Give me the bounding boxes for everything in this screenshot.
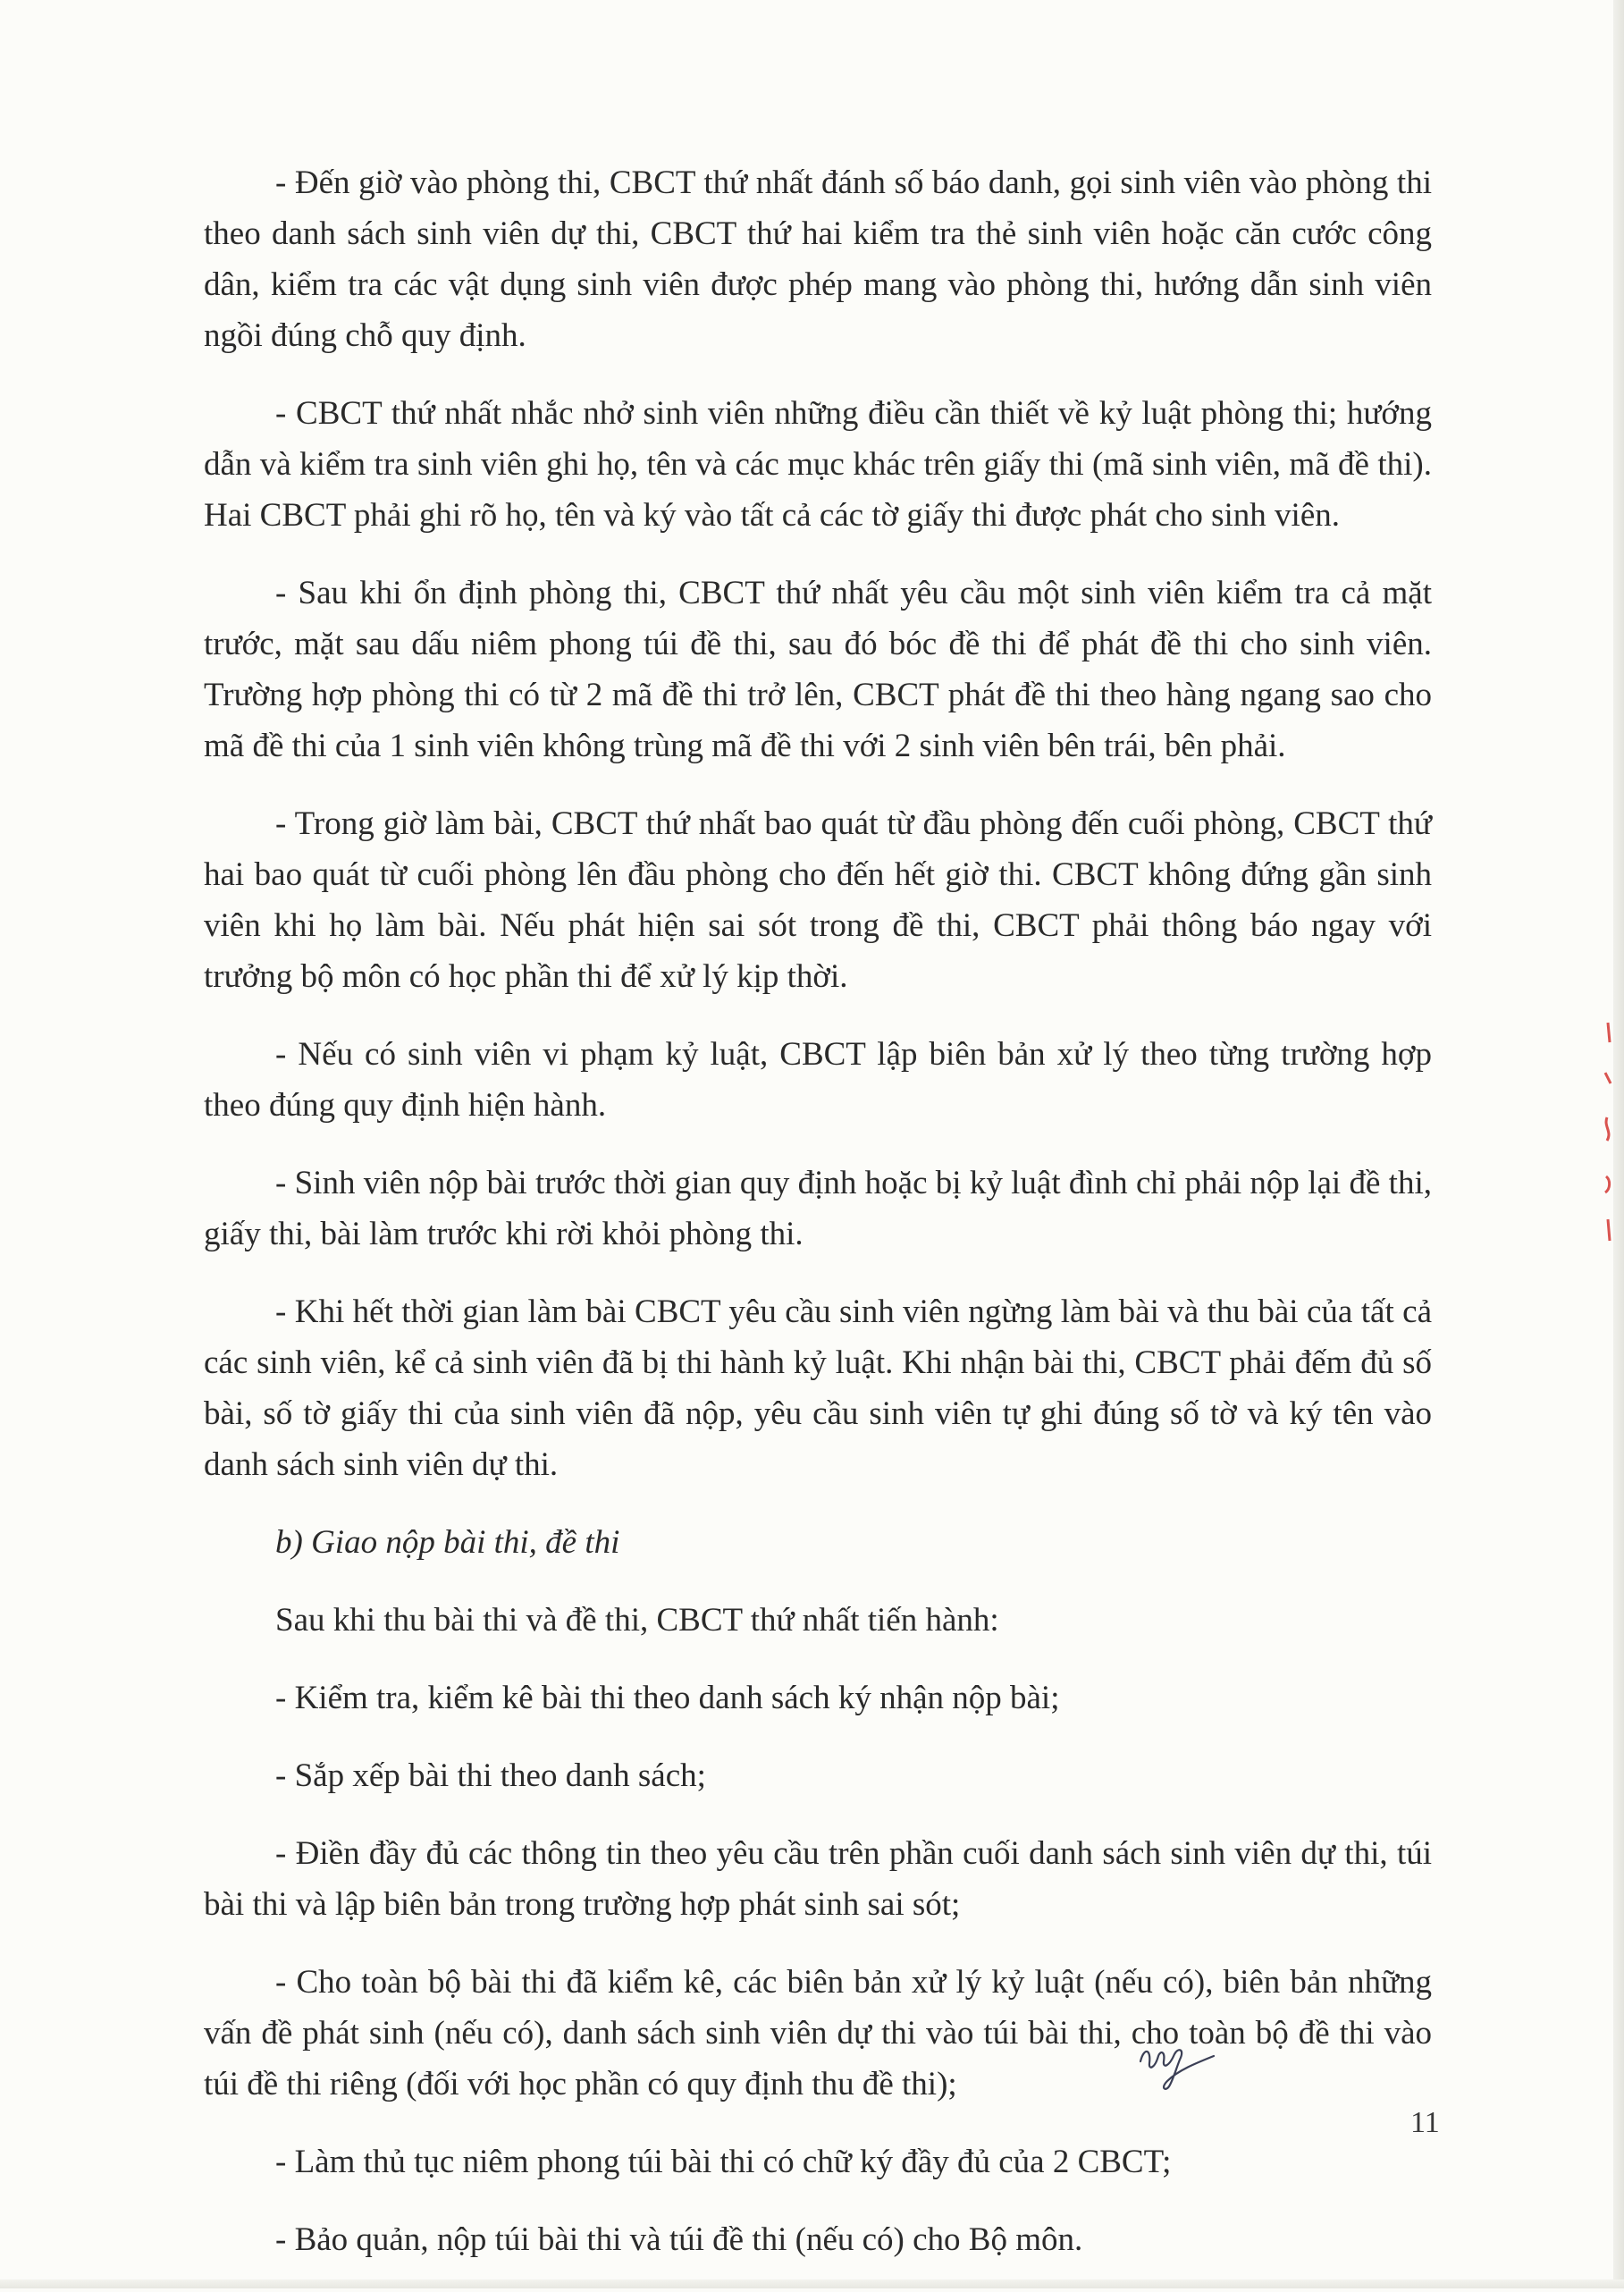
- paragraph: - Sau khi ổn định phòng thi, CBCT thứ nhất yêu cầu một sinh viên kiểm tra cả mặt trước, mặt sau dấu niêm phong túi đề thi, sau đó bóc đề thi để phát đề thi cho sinh viên. Trường hợp phòng thi có từ 2 mã đề thi trở lên, CBCT phát đề thi theo hàng ngang sao cho mã đề thi của 1 sinh viên không trùng mã đề thi với 2 sinh viên bên trái, bên phải.: [204, 575, 1432, 764]
- paragraph: - Khi hết thời gian làm bài CBCT yêu cầu sinh viên ngừng làm bài và thu bài của tất cả các sinh viên, kể cả sinh viên đã bị thi hành kỷ luật. Khi nhận bài thi, CBCT phải đếm đủ số bài, số tờ giấy thi của sinh viên đã nộp, yêu cầu sinh viên tự ghi đúng số tờ và ký tên vào danh sách sinh viên dự thi.: [204, 1293, 1432, 1483]
- paragraph: - CBCT thứ nhất nhắc nhở sinh viên những điều cần thiết về kỷ luật phòng thi; hướng dẫn và kiểm tra sinh viên ghi họ, tên và các mục khác trên giấy thi (mã sinh viên, mã đề thi). Hai CBCT phải ghi rõ họ, tên và ký vào tất cả các tờ giấy thi được phát cho sinh viên.: [204, 395, 1432, 534]
- list-item: - Kiểm tra, kiểm kê bài thi theo danh sách ký nhận nộp bài;: [275, 1680, 1060, 1716]
- list-item: - Sắp xếp bài thi theo danh sách;: [275, 1757, 706, 1794]
- paragraph: - Nếu có sinh viên vi phạm kỷ luật, CBCT lập biên bản xử lý theo từng trường hợp theo đúng quy định hiện hành.: [204, 1036, 1432, 1124]
- section-intro: Sau khi thu bài thi và đề thi, CBCT thứ nhất tiến hành:: [275, 1602, 999, 1639]
- paragraph: - Trong giờ làm bài, CBCT thứ nhất bao quát từ đầu phòng đến cuối phòng, CBCT thứ hai bao quát từ cuối phòng lên đầu phòng cho đến hết giờ thi. CBCT không đứng gần sinh viên khi họ làm bài. Nếu phát hiện sai sót trong đề thi, CBCT phải thông báo ngay với trưởng bộ môn có học phần thi để xử lý kịp thời.: [204, 805, 1432, 995]
- paragraph: - Sinh viên nộp bài trước thời gian quy định hoặc bị kỷ luật đình chỉ phải nộp lại đề thi, giấy thi, bài làm trước khi rời khỏi phòng thi.: [204, 1165, 1432, 1252]
- list-item: - Bảo quản, nộp túi bài thi và túi đề thi (nếu có) cho Bộ môn.: [275, 2221, 1083, 2258]
- list-item: - Điền đầy đủ các thông tin theo yêu cầu trên phần cuối danh sách sinh viên dự thi, túi bài thi và lập biên bản trong trường hợp phát sinh sai sót;: [204, 1835, 1432, 1923]
- list-item: - Cho toàn bộ bài thi đã kiểm kê, các biên bản xử lý kỷ luật (nếu có), biên bản những vấn đề phát sinh (nếu có), danh sách sinh viên dự thi vào túi bài thi, cho toàn bộ đề thi vào túi đề thi riêng (đối với học phần có quy định thu đề thi);: [204, 1964, 1432, 2102]
- paragraph: - Đến giờ vào phòng thi, CBCT thứ nhất đánh số báo danh, gọi sinh viên vào phòng thi theo danh sách sinh viên dự thi, CBCT thứ hai kiểm tra thẻ sinh viên hoặc căn cước công dân, kiểm tra các vật dụng sinh viên được phép mang vào phòng thi, hướng dẫn sinh viên ngồi đúng chỗ quy định.: [204, 164, 1432, 354]
- document-body: [204, 157, 1432, 2292]
- red-stamp-mark-icon: [1600, 1019, 1616, 1251]
- page-number: 11: [1410, 2106, 1440, 2139]
- section-heading: b) Giao nộp bài thi, đề thi: [275, 1524, 620, 1561]
- initials-signature-icon: [1133, 2029, 1219, 2094]
- list-item: - Làm thủ tục niêm phong túi bài thi có chữ ký đầy đủ của 2 CBCT;: [275, 2144, 1172, 2180]
